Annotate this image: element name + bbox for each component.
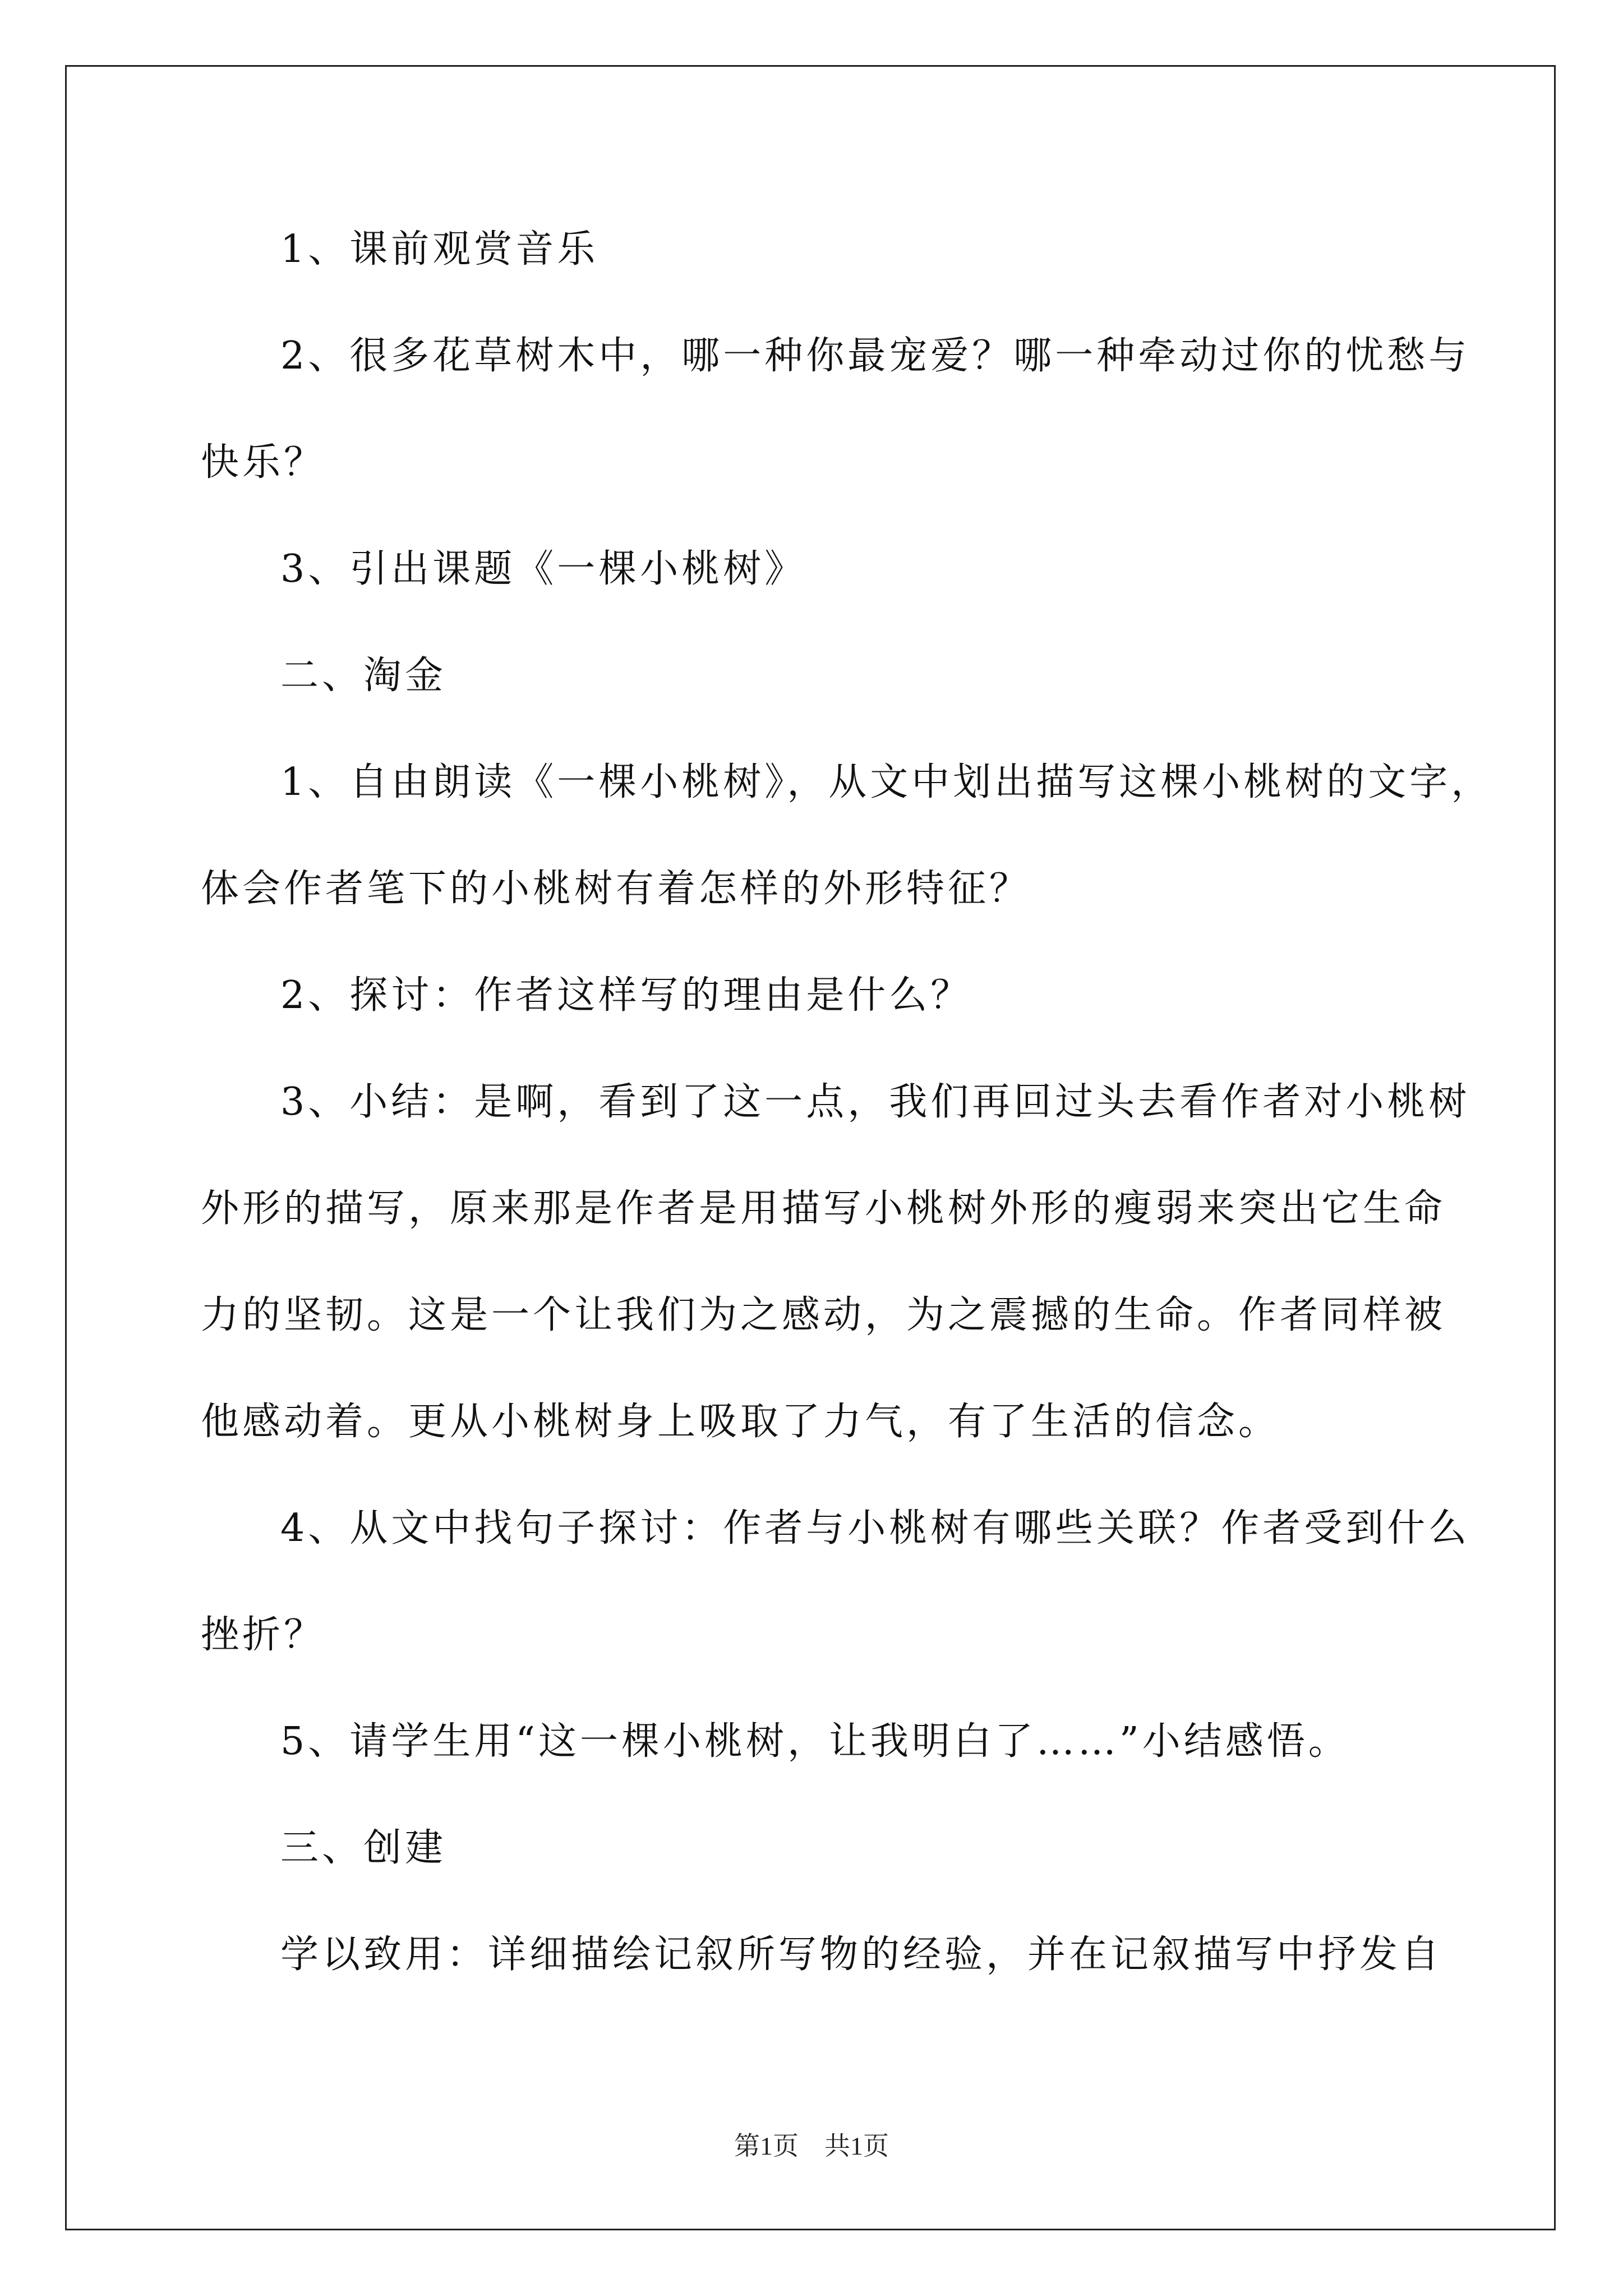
text-line: 快乐？ [201,440,326,485]
text-line: 1、课前观赏音乐 [280,227,599,272]
page-number-footer: 第1页 共1页 [734,2132,889,2160]
page-frame [65,65,1556,2230]
text-line: 学以致用：详细描绘记叙所写物的经验，并在记叙描写中抒发自 [280,1932,1443,1977]
text-line: 力的坚韧。这是一个让我们为之感动，为之震撼的生命。作者同样被 [201,1293,1446,1337]
text-line: 2、很多花草树木中，哪一种你最宠爱？哪一种牵动过你的忧愁与 [280,334,1470,378]
text-line: 1、自由朗读《一棵小桃树》，从文中划出描写这棵小桃树的文字， [280,760,1493,804]
text-line: 体会作者笔下的小桃树有着怎样的外形特征？ [201,867,1031,911]
section-heading: 二、淘金 [280,654,447,698]
text-line: 5、请学生用“这一棵小桃树，让我明白了……”小结感悟。 [280,1719,1350,1764]
text-line: 他感动着。更从小桃树身上吸取了力气，有了生活的信念。 [201,1400,1280,1444]
text-line: 3、引出课题《一棵小桃树》 [280,547,806,591]
text-line: 3、小结：是啊，看到了这一点，我们再回过头去看作者对小桃树 [280,1080,1470,1124]
text-line: 挫折？ [201,1613,326,1657]
text-line: 外形的描写，原来那是作者是用描写小桃树外形的瘦弱来突出它生命 [201,1186,1446,1231]
text-line: 4、从文中找句子探讨：作者与小桃树有哪些关联？作者受到什么 [280,1506,1470,1550]
text-line: 2、探讨：作者这样写的理由是什么？ [280,973,972,1018]
section-heading: 三、创建 [280,1826,447,1870]
